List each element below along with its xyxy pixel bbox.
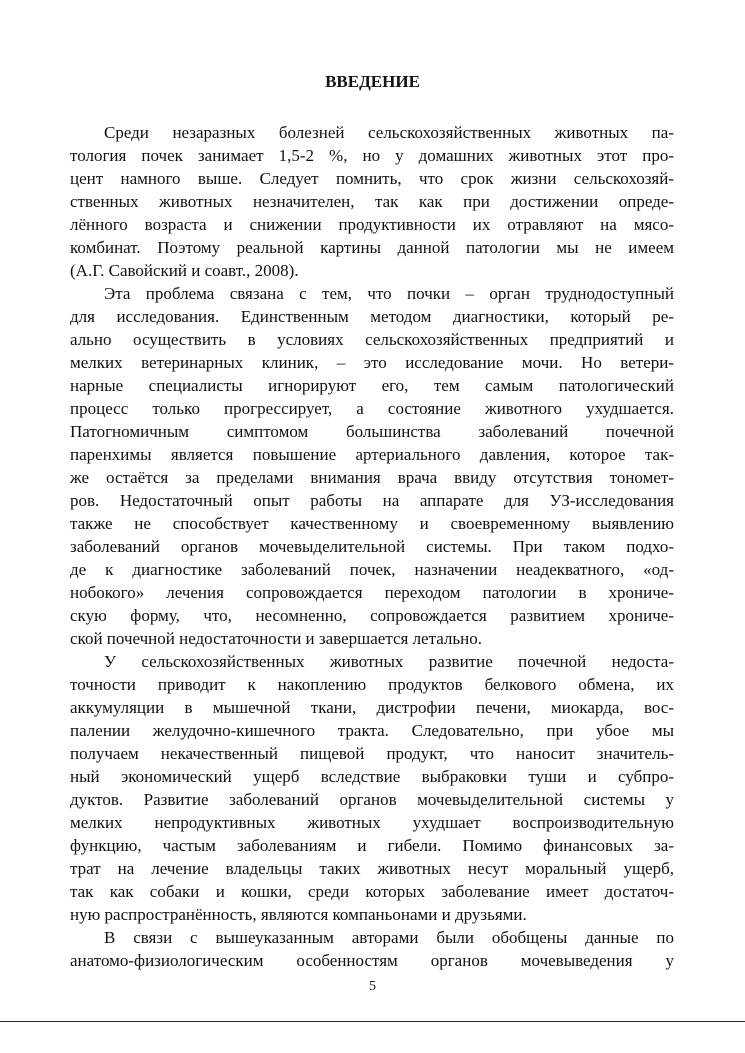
text-line: для исследования. Единственным методом диагностики, который ре- [70, 307, 674, 326]
text-line: тология почек занимает 1,5-2 %, но у домашних животных этот про- [70, 146, 674, 165]
text-line: цент намного выше. Следует помнить, что срок жизни сельскохозяй- [70, 169, 674, 188]
paragraph [70, 121, 674, 282]
text-line: палении желудочно-кишечного тракта. Следовательно, при убое мы [70, 721, 674, 740]
page-number: 5 [369, 979, 376, 994]
bottom-divider [0, 1021, 745, 1022]
paragraph [70, 282, 674, 650]
text-line: получаем некачественный пищевой продукт, что наносит значитель- [70, 744, 674, 763]
text-line: Эта проблема связана с тем, что почки – орган труднодоступный [104, 284, 674, 303]
text-line: так как собаки и кошки, среди которых заболевание имеет достаточ- [70, 882, 674, 901]
text-line: ный экономический ущерб вследствие выбраковки туши и субпро- [70, 767, 674, 786]
text-line: также не способствует качественному и своевременному выявлению [70, 514, 674, 533]
text-line: ственных животных незначителен, так как при достижении опреде- [70, 192, 674, 211]
text-line: функцию, частым заболеваниям и гибели. Помимо финансовых за- [70, 836, 674, 855]
text-line: процесс только прогрессирует, а состояние животного ухудшается. [70, 399, 674, 418]
text-line: В связи с вышеуказанным авторами были обобщены данные по [104, 928, 674, 947]
text-line: ров. Недостаточный опыт работы на аппарате для УЗ-исследования [70, 491, 674, 510]
text-line: скую форму, что, несомненно, сопровождается развитием хрониче- [70, 606, 674, 625]
text-line: паренхимы является повышение артериального давления, которое так- [70, 445, 674, 464]
text-line: комбинат. Поэтому реальной картины данной патологии мы не имеем [70, 238, 674, 257]
text-line: заболеваний органов мочевыделительной системы. При таком подхо- [70, 537, 674, 556]
text-line: дуктов. Развитие заболеваний органов мочевыделительной системы у [70, 790, 674, 809]
text-line: мелких непродуктивных животных ухудшает воспроизводительную [70, 813, 674, 832]
text-line: же остаётся за пределами внимания врача ввиду отсутствия тономет- [70, 468, 674, 487]
text-line: (А.Г. Савойский и соавт., 2008). [70, 261, 299, 280]
text-line: лённого возраста и снижении продуктивности их отравляют на мясо- [70, 215, 674, 234]
text-line: нарные специалисты игнорируют его, тем самым патологический [70, 376, 674, 395]
text-line: нобокого» лечения сопровождается переходом патологии в хрониче- [70, 583, 674, 602]
paragraph [70, 650, 674, 926]
body-text [70, 121, 674, 972]
text-line: мелких ветеринарных клиник, – это исследование мочи. Но ветери- [70, 353, 674, 372]
text-line: аккумуляции в мышечной ткани, дистрофии печени, миокарда, вос- [70, 698, 674, 717]
text-line: точности приводит к накоплению продуктов белкового обмена, их [70, 675, 674, 694]
text-line: ской почечной недостаточности и завершается летально. [70, 629, 483, 648]
page-title: ВВЕДЕНИЕ [325, 72, 420, 91]
text-line: Патогномичным симптомом большинства заболеваний почечной [70, 422, 674, 441]
paragraph [70, 926, 674, 972]
text-line: ную распространённость, являются компаньонами и друзьями. [70, 905, 527, 924]
text-line: анатомо-физиологическим особенностям органов мочевыведения у [70, 951, 674, 970]
text-line: де к диагностике заболеваний почек, назначении неадекватного, «од- [70, 560, 674, 579]
text-line: У сельскохозяйственных животных развитие почечной недоста- [104, 652, 674, 671]
text-line: ально осуществить в условиях сельскохозяйственных предприятий и [70, 330, 674, 349]
text-line: Среди незаразных болезней сельскохозяйственных животных па- [104, 123, 674, 142]
text-line: трат на лечение владельцы таких животных несут моральный ущерб, [70, 859, 674, 878]
